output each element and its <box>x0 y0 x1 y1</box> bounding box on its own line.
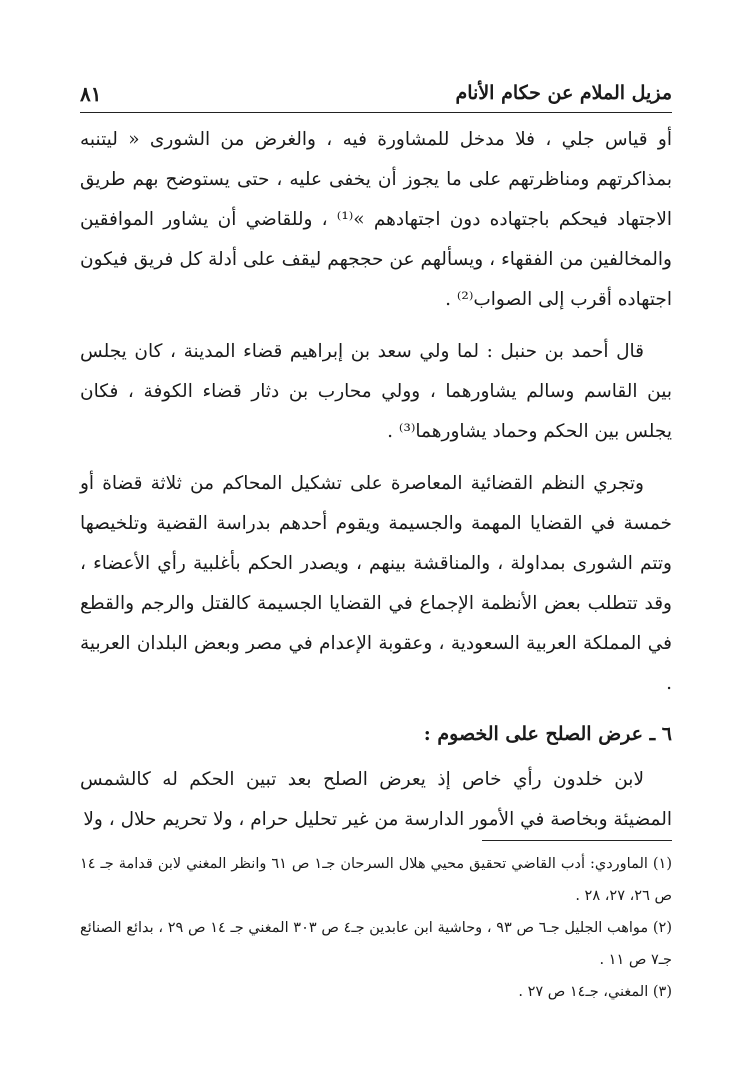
footnote-3: (٣) المغني، جـ١٤ ص ٢٧ . <box>518 984 672 1000</box>
paragraph-3: وتجري النظم القضائية المعاصرة على تشكيل المحاكم من ثلاثة قضاة أو خمسة في القضايا المهمة والجسيمة ويقوم أحدهم بدراسة القضية وتلخيصها وتتم الشورى بمداولة ، والمناقشة بينهم ، ويصدر الحكم بأغلبية رأي الأعضاء ، وقد تتطلب بعض الأنظمة الإجماع في القضايا الجسيمة كالقتل والرجم والقطع في المملكة العربية السعودية ، وعقوبة الإعدام في مصر وبعض البلدان العربية . <box>80 473 672 694</box>
running-title: مزيل الملام عن حكام الأنام <box>455 82 672 104</box>
footnote-2: (٢) مواهب الجليل جـ٦ ص ٩٣ ، وحاشية ابن عابدين جـ٤ ص ٣٠٣ المغني جـ ١٤ ص ٢٩ ، بدائع الصنائع جـ٧ ص ١١ . <box>80 920 672 968</box>
page-number: ٨١ <box>80 82 102 106</box>
paragraph-2: قال أحمد بن حنبل : لما ولي سعد بن إبراهيم قضاء المدينة ، كان يجلس بين القاسم وسالم يشاورهما ، وولي محارب بن دثار قضاء الكوفة ، فكان يجلس بين الحكم وحماد يشاورهما⁽³⁾ . <box>80 341 672 442</box>
footnotes <box>80 848 672 1008</box>
footnote-divider <box>482 840 672 841</box>
footnote-1: (١) الماوردي: أدب القاضي تحقيق محيي هلال السرحان جـ١ ص ٦١ وانظر المغني لابن قدامة جـ ١٤ ص ٢٦، ٢٧، ٢٨ . <box>80 856 673 904</box>
main-text <box>80 120 672 840</box>
page-header <box>80 78 672 113</box>
paragraph-4: لابن خلدون رأي خاص إذ يعرض الصلح بعد تبين الحكم له كالشمس المضيئة وبخاصة في الأمور الدارسة من غير تحليل حرام ، ولا تحريم حلال ، ولا <box>80 769 672 830</box>
section-heading: ٦ ـ عرض الصلح على الخصوم : <box>423 723 672 745</box>
paragraph-1: أو قياس جلي ، فلا مدخل للمشاورة فيه ، والغرض من الشورى « ليتنبه بمذاكرتهم ومناظرتهم على ما يجوز أن يخفى عليه ، حتى يستوضح بهم طريق الاجتهاد فيحكم باجتهاده دون اجتهادهم »⁽¹⁾ ، وللقاضي أن يشاور الموافقين والمخالفين من الفقهاء ، ويسألهم عن حججهم ليقف على أدلة كل فريق فيكون اجتهاده أقرب إلى الصواب⁽²⁾ . <box>80 129 673 310</box>
